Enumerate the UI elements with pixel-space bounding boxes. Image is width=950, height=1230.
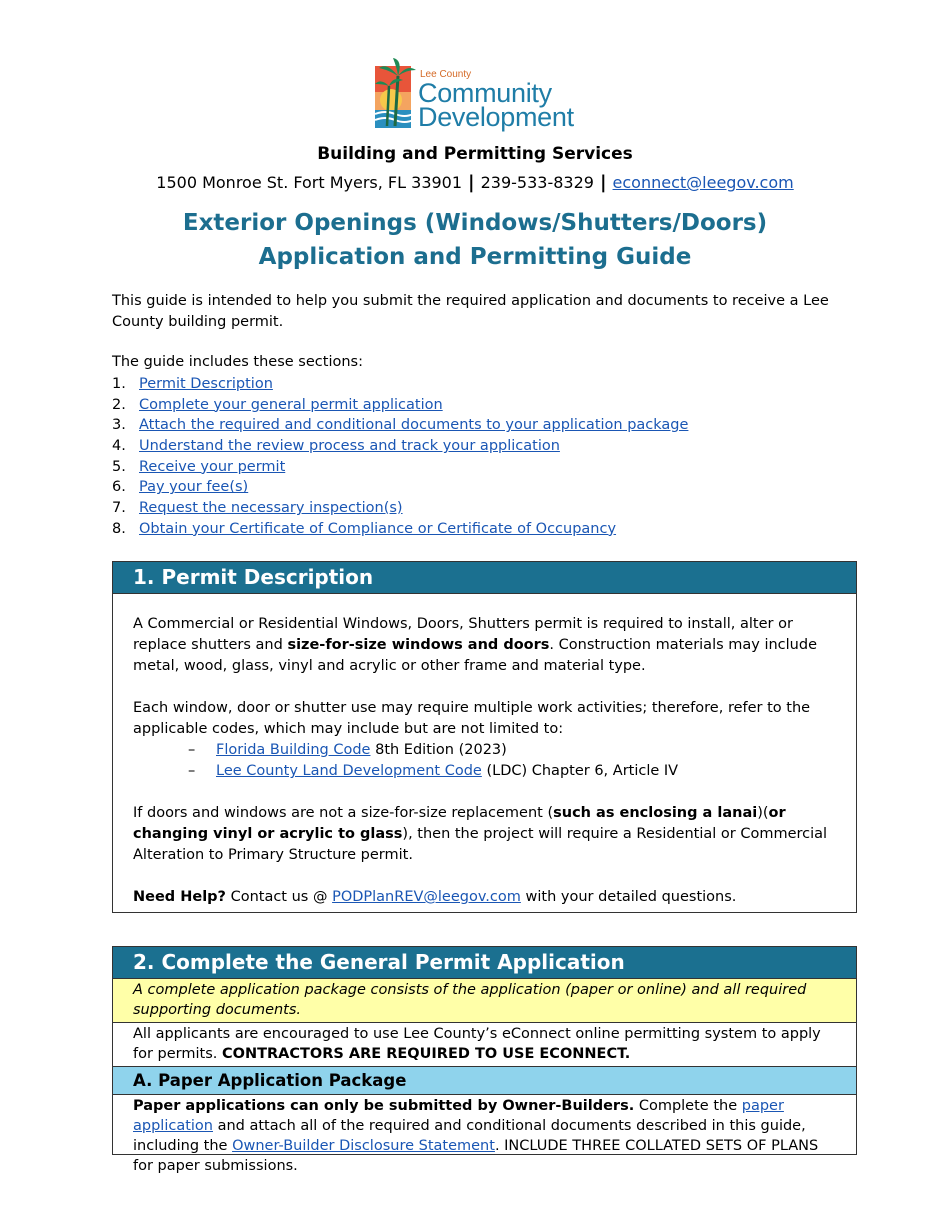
org-title: Building and Permitting Services — [317, 144, 633, 164]
doc-title-line1: Exterior Openings (Windows/Shutters/Doors) — [182, 210, 768, 236]
toc-link-pay-fees[interactable]: Pay your fee(s) — [139, 479, 249, 496]
logo-community-text: Community — [418, 78, 552, 108]
paper-application-header: A. Paper Application Package — [113, 1067, 856, 1095]
code-reference-item: – Florida Building Code 8th Edition (2023) — [188, 742, 507, 758]
intro-paragraph: This guide is intended to help you submit the required application and documents to receive a Lee County building permit. — [112, 293, 829, 330]
separator: | — [468, 172, 475, 193]
toc-item: 7. Request the necessary inspection(s) — [112, 500, 403, 517]
doc-title-line2: Application and Permitting Guide — [258, 244, 692, 270]
lee-county-logo — [373, 56, 583, 132]
section-permit-description — [112, 561, 857, 913]
florida-building-code-link[interactable]: Florida Building Code — [216, 742, 371, 758]
section-general-application — [112, 946, 857, 1174]
toc-link-permit-description[interactable]: Permit Description — [139, 376, 273, 392]
table-of-contents — [112, 374, 688, 540]
alteration-paragraph: If doors and windows are not a size-for-size replacement (such as enclosing a lanai)(or changing vinyl or acrylic to glass), then the project will require a Residential or Commercial Alteration to Primary Structure permit. — [133, 805, 828, 863]
codes-paragraph: Each window, door or shutter use may require multiple work activities; therefore, refer to the applicable codes, which may include but are not limited to: — [133, 700, 811, 737]
permit-paragraph: A Commercial or Residential Windows, Doors, Shutters permit is required to install, alter or replace shutters and size-for-size windows and doors. Construction materials may include metal, wood, glass, vinyl and acrylic or other frame and material type. — [133, 616, 817, 674]
toc-item: 8. Obtain your Certificate of Compliance or Certificate of Occupancy — [112, 520, 617, 537]
sections-label: The guide includes these sections: — [112, 354, 363, 370]
phone: 239-533-8329 — [480, 173, 594, 192]
econnect-paragraph: All applicants are encouraged to use Lee County’s eConnect online permitting system to apply for permits. CONTRACTORS ARE REQUIRED TO USE ECONNECT. — [113, 1023, 856, 1067]
toc-link-review-process[interactable]: Understand the review process and track your application — [139, 438, 560, 455]
toc-link-general-application[interactable]: Complete your general permit application — [139, 396, 443, 413]
toc-link-certificate[interactable]: Obtain your Certificate of Compliance or Certificate of Occupancy — [139, 520, 617, 537]
code-reference-item: – Lee County Land Development Code (LDC) Chapter 6, Article IV — [188, 763, 679, 779]
toc-item: 1. Permit Description — [112, 376, 273, 392]
paper-application-link[interactable]: paper application — [133, 1098, 784, 1134]
toc-item: 2. Complete your general permit application — [112, 396, 443, 413]
help-email-link[interactable]: PODPlanREV@leegov.com — [332, 889, 521, 905]
address: 1500 Monroe St. Fort Myers, FL 33901 — [156, 173, 463, 192]
code-references — [133, 740, 836, 782]
email-link[interactable]: econnect@leegov.com — [612, 173, 794, 192]
contact-line — [0, 172, 950, 193]
toc-item: 4. Understand the review process and track your application — [112, 438, 560, 455]
toc-item: 3. Attach the required and conditional documents to your application package — [112, 417, 689, 434]
section-header: 2. Complete the General Permit Application — [113, 947, 856, 979]
section-header: 1. Permit Description — [113, 562, 856, 594]
section-body — [113, 594, 856, 908]
owner-builder-disclosure-link[interactable]: Owner-Builder Disclosure Statement — [232, 1138, 495, 1154]
toc-item: 6. Pay your fee(s) — [112, 479, 249, 496]
toc-link-receive-permit[interactable]: Receive your permit — [139, 458, 286, 475]
application-note: A complete application package consists of the application (paper or online) and all required supporting documents. — [113, 979, 856, 1023]
toc-link-inspections[interactable]: Request the necessary inspection(s) — [139, 500, 403, 517]
land-development-code-link[interactable]: Lee County Land Development Code — [216, 763, 482, 779]
toc-link-attach-documents[interactable]: Attach the required and conditional documents to your application package — [139, 417, 689, 434]
toc-item: 5. Receive your permit — [112, 458, 286, 475]
logo-county-text: Lee County — [420, 69, 472, 80]
paper-application-paragraph: Paper applications can only be submitted by Owner-Builders. Complete the paper application and attach all of the required and conditional documents described in this guide, including the Owner-Builder Disclosure Statement. INCLUDE THREE COLLATED SETS OF PLANS for paper submissions. — [133, 1098, 819, 1174]
logo-development-text: Development — [418, 102, 574, 132]
separator: | — [599, 172, 607, 193]
help-paragraph: Need Help? Contact us @ PODPlanREV@leegov.com with your detailed questions. — [133, 889, 737, 905]
palm-tree-icon — [373, 56, 417, 132]
